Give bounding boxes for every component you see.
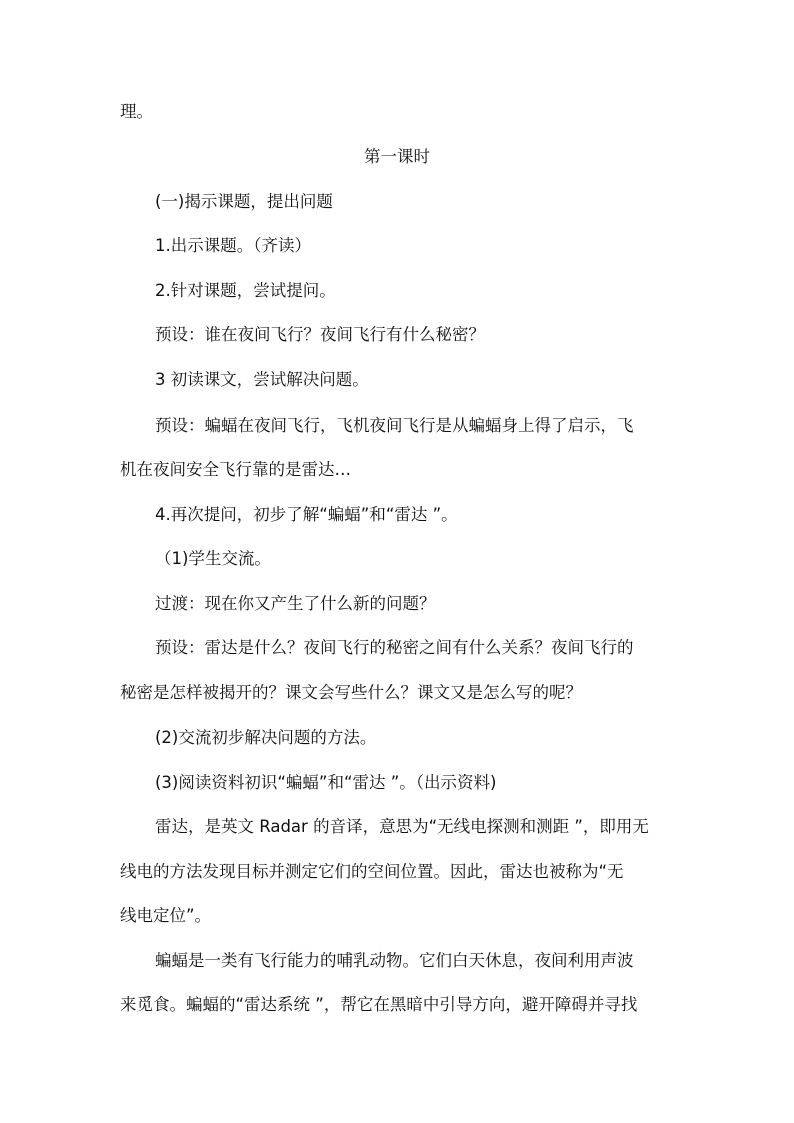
text-line: 蝙蝠是一类有飞行能力的哺乳动物。它们白天休息，夜间利用声波 <box>155 951 634 970</box>
text-line: 雷达，是英文 Radar 的音译，意思为“无线电探测和测距 ”，即用无 <box>155 817 649 836</box>
text-line: 秘密是怎样被揭开的？课文会写些什么？课文又是怎么写的呢？ <box>120 683 582 702</box>
text-line: 线电的方法发现目标并测定它们的空间位置。因此，雷达也被称为“无 <box>120 862 624 881</box>
text-line: 1.出示课题。（齐读） <box>155 236 311 255</box>
text-line: 线电定位”。 <box>120 906 212 925</box>
text-line: (2)交流初步解决问题的方法。 <box>155 728 377 747</box>
text-line-continuation: 理。 <box>120 102 153 121</box>
text-line: (3)阅读资料初识“蝙蝠”和“雷达 ”。（出示资料) <box>155 773 497 792</box>
text-line: 过渡：现在你又产生了什么新的问题？ <box>155 594 436 613</box>
text-line: 预设：雷达是什么？夜间飞行的秘密之间有什么关系？夜间飞行的 <box>155 638 634 657</box>
text-line: 机在夜间安全飞行靠的是雷达… <box>120 460 351 479</box>
text-line: （1)学生交流。 <box>155 549 271 568</box>
text-line: 4.再次提问，初步了解“蝙蝠”和“雷达 ”。 <box>155 505 458 524</box>
text-line: 预设：谁在夜间飞行？夜间飞行有什么秘密？ <box>155 325 485 344</box>
text-line: (一)揭示课题，提出问题 <box>155 192 333 211</box>
text-line: 3 初读课文，尝试解决问题。 <box>155 370 369 389</box>
section-heading: 第一课时 <box>364 147 430 166</box>
text-line: 2.针对课题，尝试提问。 <box>155 281 336 300</box>
text-line: 来觅食。蝙蝠的“雷达系统 ”，帮它在黑暗中引导方向，避开障碍并寻找 <box>120 995 638 1014</box>
text-line: 预设：蝙蝠在夜间飞行，飞机夜间飞行是从蝙蝠身上得了启示，飞 <box>155 416 634 435</box>
